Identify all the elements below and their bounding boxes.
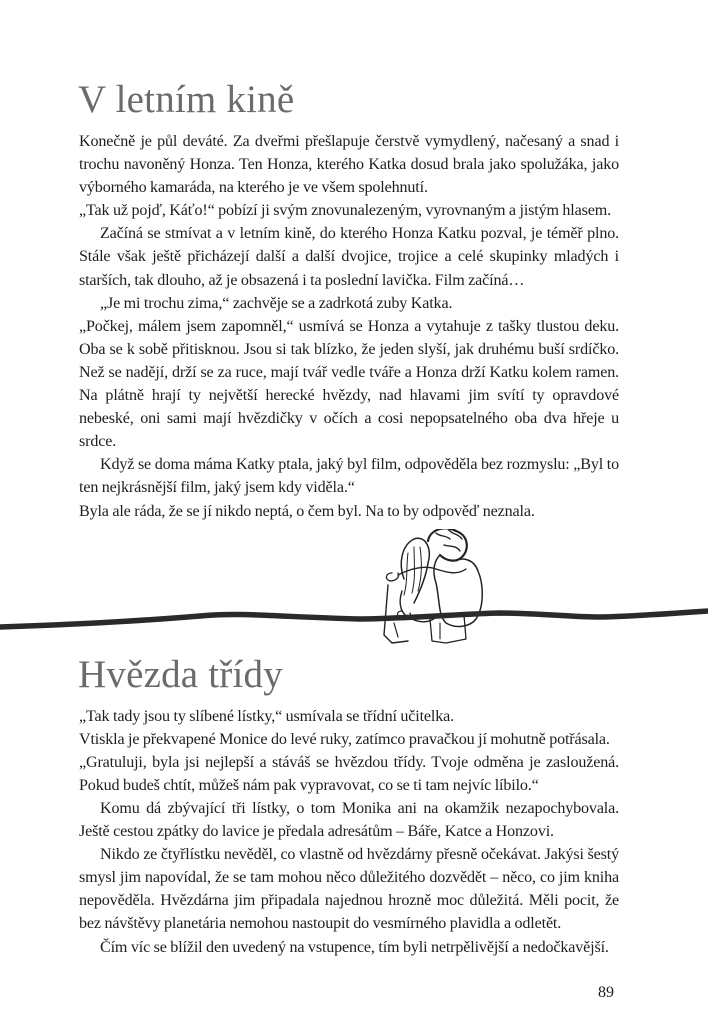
chapter-title: Hvězda třídy	[78, 652, 283, 696]
paragraph: „Je mi trochu zima,“ zachvěje se a zadrkotá zuby Katka.	[100, 294, 453, 312]
girl-hair-strand	[418, 547, 421, 591]
paragraph: Komu dá zbývající tři lístky, o tom Monika ani na okamžik nezapochybovala. Ještě cestou zpátky do lavice je předala adresátům – Báře, Katce a Honzovi.	[79, 799, 619, 841]
paragraph: „Tak tady jsou ty slíbené lístky,“ usmívala se třídní učitelka.	[79, 707, 454, 725]
paragraph: Vtiskla je překvapené Monice do levé ruky, zatímco pravačkou jí mohutně potřásala.	[79, 730, 610, 748]
bench-leg	[394, 623, 398, 637]
paragraph: Nikdo ze čtyřlístku nevěděl, co vlastně od hvězdárny přesně očekávat. Jakýsi šestý smysl jim napovídal, že se tam mohou něco důležitého dozvědět – něco, co jim kniha nepověděla. Hvězdárna jim připadala najednou hrozně moc důležitá. Měli pocit, že bez návštěvy planetária nemohou nastoupit do vesmírného plavidla a odletět.	[79, 846, 619, 933]
page-number: 89	[598, 983, 614, 1001]
couple-on-bench-illustration	[0, 529, 708, 649]
girl-hair	[401, 538, 429, 603]
boy-arm	[398, 567, 466, 575]
paragraph: „Gratuluji, byla jsi nejlepší a stáváš se hvězdou třídy. Tvoje odměna je zasloužená. Pokud budeš chtít, můžeš nám pak vypravovat, co se ti tam nejvíc líbilo.“	[79, 753, 619, 794]
ground-line	[0, 611, 708, 627]
paragraph: „Tak už pojď, Káťo!“ pobízí ji svým znovunalezeným, vyrovnaným a jistým hlasem.	[79, 202, 611, 220]
girl-hair-strand	[404, 553, 408, 595]
boy-hair	[428, 529, 467, 561]
chapter-body	[79, 705, 619, 959]
chapter-body	[79, 130, 619, 523]
paragraph: Začíná se stmívat a v letním kině, do kterého Honza Katku pozval, je téměř plno. Stále však ještě přicházejí další a další dvojice, trojice a celé skupinky mladých i starších, tak dlouho, až je obsazená i ta poslední lavička. Film začíná…	[79, 225, 619, 289]
paragraph: „Počkej, málem jsem zapomněl,“ usmívá se Honza a vytahuje z tašky tlustou deku. Oba se k sobě přitisknou. Jsou si tak blízko, že jeden slyší, jak druhému buší srdíčko. Než se nadějí, drží se za ruce, mají tvář vedle tváře a Honza drží Katku kolem ramen. Na plátně hrají ty největší herecké hvězdy, nad hlavami jim svítí ty opravdové nebeské, oni sami mají hvězdičky v očích a cosi nepopsatelného oba dva hřeje u srdce.	[79, 317, 619, 451]
paragraph: Konečně je půl deváté. Za dveřmi přešlapuje čerstvě vymydlený, načesaný a snad i trochu navoněný Honza. Ten Honza, kterého Katka dosud brala jako spolužáka, jako výborného kamaráda, na kterého je ve všem spolehnutí.	[79, 133, 619, 197]
paragraph: Když se doma máma Katky ptala, jaký byl film, odpověděla bez rozmyslu: „Byl to ten nejkrásnější film, jaký jsem kdy viděla.“	[79, 456, 619, 497]
chapter-title: V letním kině	[78, 78, 295, 121]
bench-leg	[430, 615, 466, 643]
girl-hand	[386, 573, 398, 581]
paragraph: Čím víc se blížil den uvedený na vstupence, tím byli netrpělivější a nedočkavější.	[100, 938, 609, 956]
paragraph: Byla ale ráda, že se jí nikdo neptá, o čem byl. Na to by odpověď neznala.	[79, 502, 535, 520]
